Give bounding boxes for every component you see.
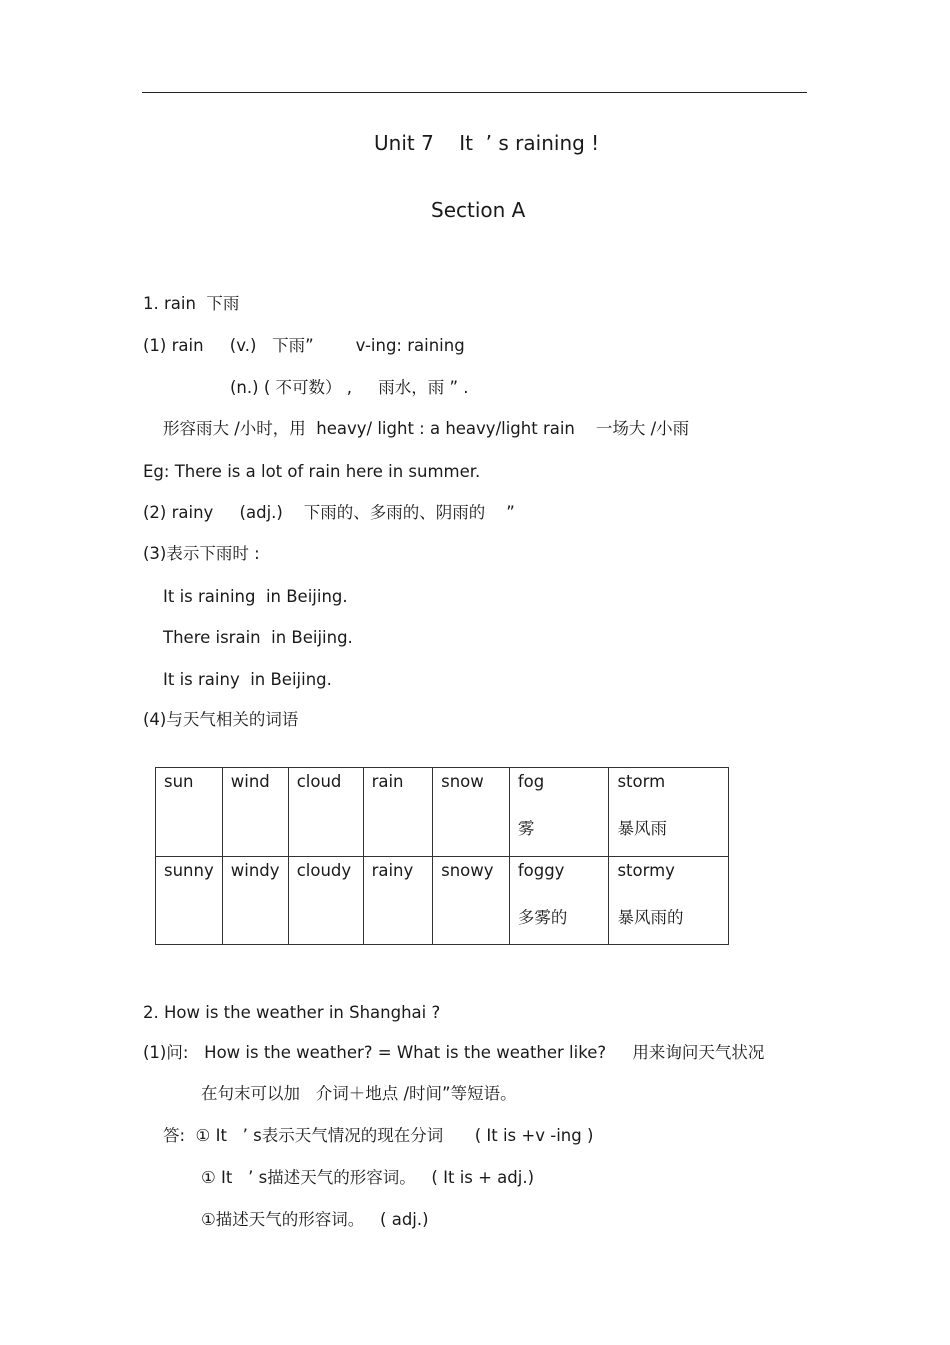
answer-line-3: ①描述天气的形容词。 ( adj.) [201,1210,429,1229]
table-cell: stormy 暴风雨的 [609,856,729,945]
table-cell: snow [433,768,510,857]
table-cell: snowy [433,856,510,945]
rainy-adj-line: (2) rainy (adj.) 下雨的、多雨的、阴雨的 ” [143,503,515,522]
example-there-is-rain: There israin in Beijing. [163,628,353,647]
example-sentence: Eg: There is a lot of rain here in summer. [143,462,481,481]
question-line: (1)问: How is the weather? = What is the weather like? 用来询问天气状况 [143,1043,765,1062]
example-rainy: It is rainy in Beijing. [163,670,332,689]
table-cell: windy [222,856,288,945]
table-cell: foggy 多雾的 [509,856,609,945]
table-cell: rainy [363,856,433,945]
question-note: 在句末可以加 介词＋地点 /时间”等短语。 [201,1084,517,1103]
item-2-heading: 2. How is the weather in Shanghai ? [143,1003,441,1022]
weather-words-table [155,767,729,945]
item-1-heading: 1. rain 下雨 [143,294,240,313]
header-rule [142,92,807,93]
table-cell: storm 暴风雨 [609,768,729,857]
table-row [156,768,729,857]
section-heading: Section A [431,198,526,222]
table-cell: sun [156,768,223,857]
rain-adjective-note: 形容雨大 /小时，用 heavy/ light : a heavy/light rain 一场大 /小雨 [163,419,690,438]
rain-verb-line: (1) rain (v.) 下雨” v-ing: raining [143,336,465,355]
weather-words-heading: (4)与天气相关的词语 [143,710,299,729]
table-cell: cloud [288,768,363,857]
table-cell: wind [222,768,288,857]
table-cell: rain [363,768,433,857]
rain-noun-line: (n.) ( 不可数） , 雨水，雨 ” . [230,378,469,397]
table-cell: sunny [156,856,223,945]
page-title: Unit 7 It ’ s raining ! [374,131,600,155]
table-cell: fog 雾 [509,768,609,857]
example-raining: It is raining in Beijing. [163,587,348,606]
raining-expression-heading: (3)表示下雨时 : [143,544,260,563]
table-row [156,856,729,945]
answer-line-1: 答: ① It ’ s表示天气情况的现在分词 ( It is +v -ing ) [163,1126,594,1145]
answer-line-2: ① It ’ s描述天气的形容词。 ( It is + adj.) [201,1168,535,1187]
table-cell: cloudy [288,856,363,945]
